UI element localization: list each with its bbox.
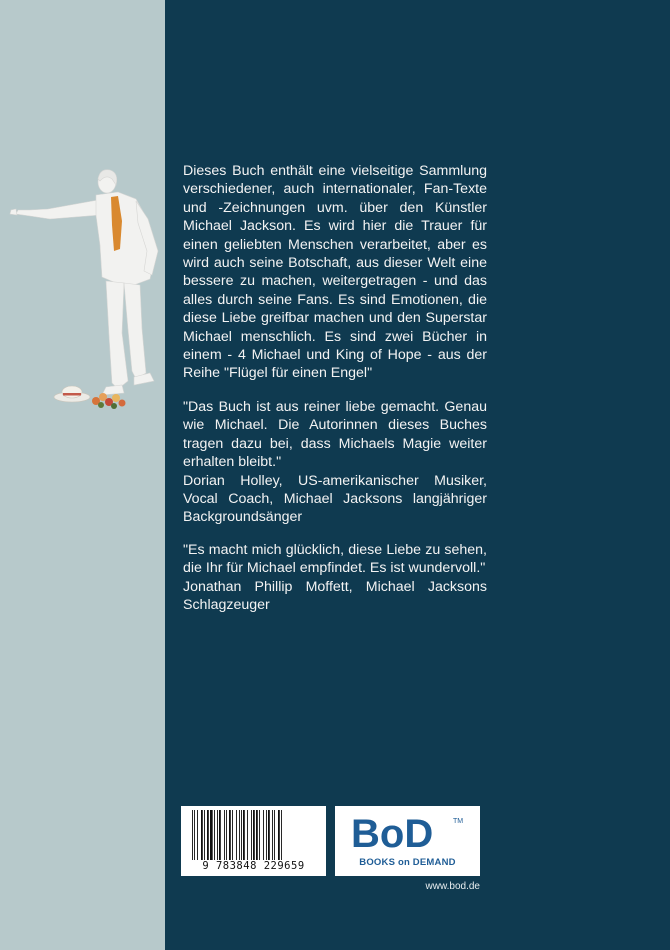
barcode-bar [243, 810, 245, 860]
barcode-bar [256, 810, 258, 860]
barcode-bar [217, 810, 218, 860]
barcode-bar [251, 810, 252, 860]
barcode-bar [236, 810, 237, 860]
barcode-bar [226, 810, 227, 860]
barcode-bar [224, 810, 225, 860]
barcode-bar [253, 810, 255, 860]
barcode-bar [263, 810, 264, 860]
barcode-bar [201, 810, 203, 860]
barcode-bar [278, 810, 280, 860]
quote-jonathan-moffett [183, 541, 487, 615]
barcode-bar [204, 810, 205, 860]
barcode-bars [191, 810, 316, 860]
left-color-strip [0, 0, 165, 950]
quote-text: "Das Buch ist aus reiner liebe gemacht. Genau wie Michael. Die Autorinnen dieses Buches tragen dazu bei, dass Michaels Magie weiter erhalten bleibt." [183, 399, 487, 471]
quote-author: Jonathan Phillip Moffett, Michael Jacksons Schlagzeuger [183, 578, 487, 614]
quote-dorian-holley [183, 398, 487, 527]
bod-logo [349, 813, 467, 851]
barcode-bar [194, 810, 195, 860]
publisher-website[interactable]: www.bod.de [425, 881, 480, 892]
quote-author: Dorian Holley, US-amerikanischer Musiker, Vocal Coach, Michael Jacksons langjähriger Backgroundsänger [183, 472, 487, 526]
bod-logo-text: BoD [351, 813, 434, 851]
barcode-bar [259, 810, 260, 860]
barcode-bar [232, 810, 233, 860]
isbn-barcode [181, 806, 326, 876]
barcode-bar [268, 810, 270, 860]
barcode-bar [214, 810, 215, 860]
barcode-bar [272, 810, 273, 860]
barcode-bar [229, 810, 231, 860]
barcode-bar [266, 810, 267, 860]
barcode-bar [197, 810, 198, 860]
publisher-logo-box [335, 806, 480, 876]
barcode-bar [247, 810, 248, 860]
bod-tagline: BOOKS on DEMAND [359, 857, 456, 868]
trademark-mark: TM [453, 818, 464, 825]
isbn-number: 9 783848 229659 [202, 860, 305, 872]
barcode-bar [274, 810, 275, 860]
barcode-bar [281, 810, 282, 860]
statue-image [8, 165, 178, 415]
barcode-bar [219, 810, 221, 860]
blurb-text [183, 162, 487, 383]
barcode-bar [207, 810, 209, 860]
barcode-bar [192, 810, 193, 860]
barcode-bar [241, 810, 242, 860]
barcode-bar [210, 810, 213, 860]
quote-text: "Es macht mich glücklich, diese Liebe zu sehen, die Ihr für Michael empfindet. Es ist wundervoll." [183, 542, 487, 577]
blurb-paragraph: Dieses Buch enthält eine vielseitige Sammlung verschiedener, auch internationaler, Fan-Texte und -Zeichnungen uvm. über den Künstler Michael Jackson. Es wird hier die Trauer für einen geliebten Menschen verarbeitet, aber es wird auch seine Botschaft, aus dieser Welt eine bessere zu machen, weitergetragen - und das alles durch seine Fans. Es sind Emotionen, die diese Liebe greifbar machen und den Superstar Michael menschlich. Es sind zwei Bücher in einem - 4 Michael und King of Hope - aus der Reihe "Flügel für einen Engel" [183, 163, 487, 382]
barcode-bar [239, 810, 240, 860]
